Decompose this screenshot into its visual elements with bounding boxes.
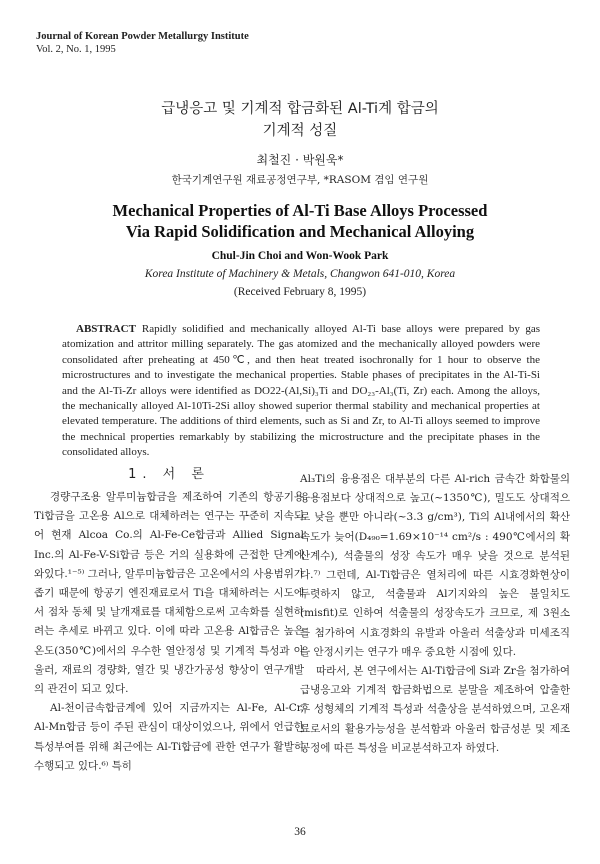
body-paragraph: 경량구조용 알루미늄합금을 제조하여 기존의 항공기용 Ti합금을 고온용 Al으로 대체하려는 연구는 꾸준히 지속되어 현재 Alcoa Co.의 Al-Fe-Ce합금과 Allied Signal Inc.의 Al-Fe-V-Si합금 등은 거의 실용화에 근접한 단계에 와있다.¹⁻⁵⁾ 그러나, 알루미늄합금은 고온에서의 사용범위가 좁기 때문에 항공기 엔진재료로서 Ti을 대체하려는 시도에서 점차 동체 및 날개재료를 대체함으로써 고속화를 실현하려는 추세로 바뀌고 있다. 이에 따라 고온용 Al합금은 높은 온도(350℃)에서의 우수한 열안정성 및 기계적 특성과 아울러, 재료의 경량화, 열간 및 냉간가공성 향상이 연구개발의 관건이 되고 있다. (34, 491, 304, 696)
body-paragraph: 따라서, 본 연구에서는 Al-Ti합금에 Si과 Zr을 첨가하여 급냉응고와 기계적 합금화법으로 분말을 제조하여 압출한 후 성형체의 기계적 특성과 석출상을 분석하였으며, 고온재료로서의 활용가능성을 분석함과 아울러 합금성분 및 제조공정에 따른 특성을 비교분석하고자 하였다. (300, 665, 570, 754)
left-column (34, 462, 304, 776)
right-column (300, 470, 570, 758)
journal-name: Journal of Korean Powder Metallurgy Institute (36, 31, 249, 42)
abstract (62, 322, 540, 461)
abstract-text: Rapidly solidified and mechanically alloyed Al-Ti base alloys were prepared by gas atomization and attritor milling separately. The gas atomized and the mechanically alloyed powders were consolidated after preheating at 450℃, and then heat treated isochronally for 1 hour to observe the microstructures and to investigate the mechanical properties. Stable phases of precipitates in the Al-Ti-Si and the Al-Ti-Zr alloys were identified as DO22-(Al,Si)₃Ti and DO₂₃-Al₃(Ti, Zr) each. Among the alloys, the mechanically alloyed Al-10Ti-2Si alloy showed superior thermal stability and mechanical properties at elevated temperature. The additions of third elements, such as Si and Zr, to Al-Ti alloys seemed to improve the mechnical properties remarkably by stabilizing the microstructure and the precipitate phases in the consolidated alloys. (62, 323, 540, 459)
journal-volume: Vol. 2, No. 1, 1995 (36, 44, 116, 55)
korean-title-line1: 급냉응고 및 기계적 합금화된 Al-Ti계 합금의 (161, 101, 439, 117)
body-paragraph: Al₃Ti의 융용점은 대부분의 다른 Al-rich 금속간 화합물의 융용점보다 상대적으로 높고(~1350℃), 밀도도 상대적으로 낮을 뿐만 아니라(~3.3 g/cm³), Ti의 Al내에서의 확산속도가 늦어(D₄₉₀=1.69×10⁻¹⁴ cm²/s : 490℃에서의 확산계수), 석출물의 성장 속도가 매우 낮을 것으로 분석된다.⁷⁾ 그런데, Al-Ti합금은 열처리에 따른 시효경화현상이 두렷하지 않고, 석출물과 Al기지와의 높은 불일치도(misfit)로 인하여 석출물의 성장속도가 크므로, 제 3원소를 첨가하여 시효경화의 유발과 아울러 석출상과 미세조직을 안정시키는 연구가 매우 중요한 시점에 있다. (300, 473, 570, 658)
journal-header (36, 30, 249, 56)
english-authors: Chul-Jin Choi and Won-Wook Park (211, 250, 389, 262)
english-title (0, 200, 600, 242)
korean-title-line2: 기계적 성질 (262, 123, 338, 139)
page-number: 36 (294, 826, 306, 838)
abstract-label: ABSTRACT (76, 323, 136, 335)
english-title-line2: Via Rapid Solidification and Mechanical Alloying (125, 222, 475, 241)
received-date: (Received February 8, 1995) (233, 286, 367, 298)
korean-affiliation: 한국기계연구원 재료공정연구부, *RASOM 겸임 연구원 (171, 174, 429, 186)
english-title-line1: Mechanical Properties of Al-Ti Base Alloys Processed (112, 201, 488, 220)
body-paragraph: Al-천이금속합금계에 있어 지금까지는 Al-Fe, Al-Cr, Al-Mn합금 등이 주된 관심이 대상이었으나, 위에서 언급한 특성부여를 위해 최근에는 Al-Ti합금에 관한 연구가 활발히 수행되고 있다.⁶⁾ 특히 (34, 702, 304, 772)
korean-title (0, 98, 600, 142)
english-affiliation: Korea Institute of Machinery & Metals, Changwon 641-010, Korea (144, 268, 456, 280)
korean-authors: 최철진 · 박원욱* (256, 153, 344, 167)
section-heading-introduction: 1. 서 론 (128, 467, 210, 482)
